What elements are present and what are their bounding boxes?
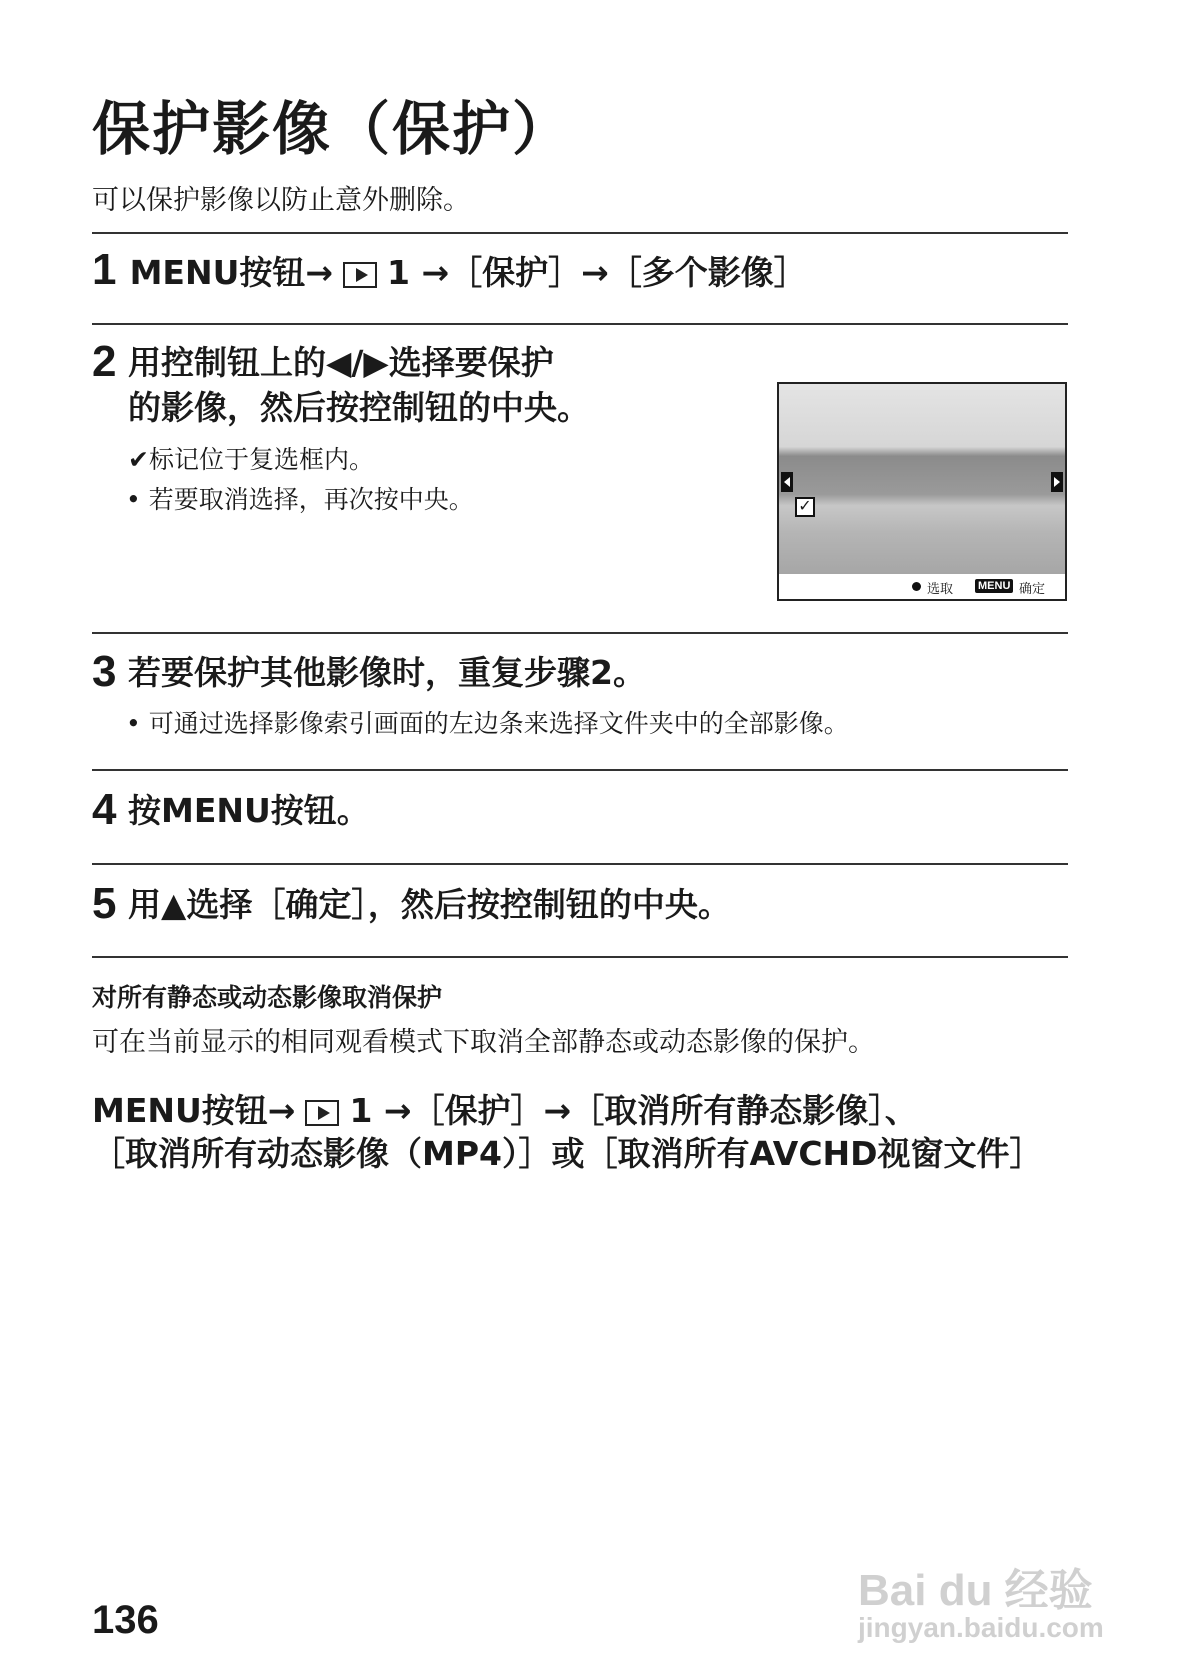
step-text: 若要保护其他影像时，重复步骤2。 [128, 653, 646, 692]
center-button-icon [912, 582, 921, 591]
section-heading: 对所有静态或动态影像取消保护 [92, 983, 443, 1012]
confirm-label: 确定 [1019, 582, 1046, 597]
divider [92, 232, 1068, 234]
section-desc: 可在当前显示的相同观看模式下取消全部静态或动态影像的保护。 [92, 1027, 875, 1058]
step-number: 4 [92, 785, 117, 834]
step-text: 用▲选择［确定］，然后按控制钮的中央。 [128, 885, 731, 924]
right-arrow-icon [1051, 472, 1063, 492]
step-text: 按MENU按钮。 [128, 791, 370, 830]
menu-badge: MENU [975, 579, 1013, 593]
menu-path-text: 1 →［保护］→［取消所有静态影像］、 [349, 1091, 918, 1130]
camera-screen [777, 382, 1067, 601]
step-1 [92, 245, 807, 294]
step-text: 用控制钮上的◀/▶选择要保护 [128, 343, 554, 382]
menu-path-text: MENU按钮→ [92, 1091, 296, 1130]
page-number: 136 [92, 1598, 159, 1642]
watermark-logo: Bai du 经验 [858, 1566, 1093, 1615]
menu-path [92, 1091, 918, 1130]
step-number: 2 [92, 337, 117, 386]
divider [92, 863, 1068, 865]
select-label: 选取 [927, 582, 954, 597]
intro-text: 可以保护影像以防止意外删除。 [92, 185, 470, 216]
note: ✔标记位于复选框内。 [128, 445, 374, 474]
checkbox-icon: ✓ [795, 497, 815, 517]
divider [92, 956, 1068, 958]
step-text: MENU按钮→ [129, 253, 334, 292]
divider [92, 632, 1068, 634]
watermark-url: jingyan.baidu.com [858, 1612, 1104, 1643]
divider [92, 769, 1068, 771]
step-number: 5 [92, 879, 117, 928]
left-arrow-icon [781, 472, 793, 492]
note: • 可通过选择影像索引画面的左边条来选择文件夹中的全部影像。 [126, 709, 849, 738]
page-title: 保护影像（保护） [92, 95, 573, 163]
step-number: 1 [92, 245, 117, 294]
note: • 若要取消选择，再次按中央。 [126, 485, 474, 514]
menu-path-text: ［取消所有动态影像（MP4）］或［取消所有AVCHD视窗文件］ [92, 1134, 1043, 1173]
step-text: 的影像，然后按控制钮的中央。 [128, 388, 590, 427]
screen-status-bar [779, 574, 1065, 599]
playback-icon [305, 1100, 339, 1126]
step-number: 3 [92, 647, 117, 696]
divider [92, 323, 1068, 325]
step-text: 1 →［保护］→［多个影像］ [387, 253, 807, 292]
playback-icon [343, 262, 377, 288]
preview-image [779, 384, 1065, 574]
